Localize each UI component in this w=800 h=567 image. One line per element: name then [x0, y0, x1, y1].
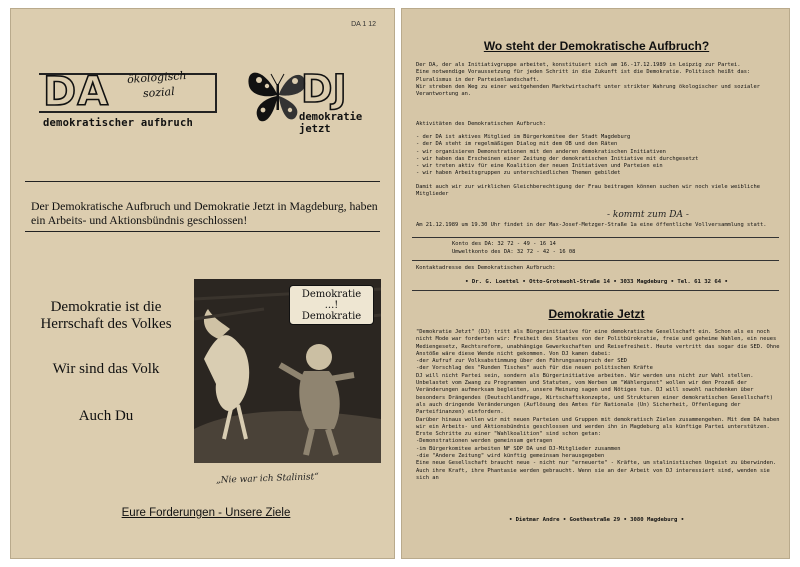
da-section-title-text: Wo steht der Demokratische Aufbruch?	[483, 39, 710, 53]
dj-logo-slogan	[299, 111, 362, 135]
slogan-we-are-the-people: Wir sind das Volk	[52, 361, 160, 377]
divider-sections	[412, 290, 779, 291]
dj-slogan-line2: jetzt	[299, 123, 331, 135]
footer-demands-text: Eure Forderungen - Unsere Ziele	[121, 507, 291, 519]
bubble-line1: Demokratie	[301, 289, 362, 300]
dj-slogan-line1: demokratie	[299, 111, 363, 123]
cartoon-illustration	[194, 279, 381, 463]
da-logo-slogan: demokratischer aufbruch	[43, 117, 193, 129]
da-women-call: Damit auch wir zur wirklichen Gleichberechtigung der Frau beitragen können suchen wir noch viele weibliche Mitglieder	[416, 184, 761, 198]
handwritten-note: - kommt zum DA -	[607, 210, 689, 220]
da-handwritten-line2: sozial	[142, 84, 176, 101]
divider-accounts-bottom	[412, 260, 779, 261]
da-activities-heading: Aktivitäten des Demokratischen Aufbruch:	[416, 121, 546, 127]
da-logo-letters: DA	[43, 69, 110, 115]
divider-accounts-top	[412, 237, 779, 238]
slogan-democracy: Demokratie ist die Herrschaft des Volkes	[40, 299, 172, 332]
da-account-2: Umweltkonto des DA: 32 72 - 42 - 16 08	[452, 249, 576, 255]
da-meeting: Am 21.12.1989 um 19.30 Uhr findet in der Max-Josef-Metzger-Straße 1a eine öffentliche Vollversammlung statt.	[416, 222, 767, 228]
bubble-line3: Demokratie	[301, 311, 362, 322]
headline: Der Demokratische Aufbruch und Demokratie Jetzt in Magdeburg, haben ein Arbeits- und Aktionsbündnis geschlossen!	[31, 199, 378, 227]
da-contact-heading: Kontaktadresse des Demokratischen Aufbruch:	[416, 265, 556, 271]
document-code: DA 1 12	[351, 21, 376, 28]
bubble-line2: ...!	[324, 300, 339, 311]
dj-logo-letters: DJ	[301, 67, 347, 111]
da-activities-list: - der DA ist aktives Mitglied im Bürgerkomitee der Stadt Magdeburg - der DA steht im regelmäßigen Dialog mit dem OB und den Räten - wir organisieren Demonstrationen mit den anderen demokratischen Initiativen - wir haben das Erscheinen einer Zeitung der demokratischen Initiative mit durchgesetzt - wir treten aktiv für eine Koalition der neuen Initiativen und Parteien ein - wir haben Arbeitsgruppen zu unterschiedlichen Themen gebildet	[416, 134, 699, 177]
speech-bubble	[289, 285, 374, 325]
dj-body-text: "Demokratie Jetzt" (DJ) tritt als Bürgerinitiative für eine demokratische Gesellschaft ein. Schon als es noch nicht Mode war forderten wir: Freiheit des Staates von der Politbürokratie, freie und geheime Wahlen, ein neues Mediengesetz, Rechtsreform, unabhängige Gewerkschaften und Reisefreiheit. Heute vertritt das sogar die SED. Ohne Anstöße wäre diese Wende nicht gekommen. Von DJ kamen dabei: -der Aufruf zur Volksabstimmung über den Führungsanspruch der SED -der Vorschlag des "Runden Tisches" auch für die neuen politischen Kräfte DJ will nicht Partei sein, sondern als Bürgerinitiative arbeiten. Wir werden uns nicht zur Wahl stellen. Unbelastet vom Zwang zu Programmen und Statuten, vom Werben um "Wählergunst" wollen wir den Prozeß der Veränderungen aufmerksam begleiten, unsere Meinung sagen und Nötiges tun. DJ will sowohl nachdenken über besonders Drängendes (Deutschlandfrage, Wirtschaftskonzepte, und Strukturen einer demokratischen Gesellschaft) als auch dringende Veränderungen (Auflösung des Amtes für Nationale (Un) Sicherheit, Offenlegung der Parteifinanzen) einfordern. Darüber hinaus wollen wir mit neuen Parteien und Gruppen mit demokratisch Zielen zusammengehen. Mit dem DA haben wir ein Arbeits- und Aktionsbündnis geschlossen und werden ihn in Magdeburg als künftige Partei unterstützen. Erste Schritte zu einer "Wahlkoalition" sind schon getan: -Demonstrationen werden gemeinsam getragen -im Bürgerkomitee arbeiten NF SDP DA und DJ-Mitglieder zusammen -die "Andere Zeitung" wird künftig gemeinsam herausgegeben Eine neue Gesellschaft braucht neue - nicht nur "erneuerte" - Kräfte, um stalinistischen Ungeist zu überwinden. Auch ihre Kraft, ihre Phantasie werden gebraucht. Wenn sie an der Arbeit von DJ interessiert sind, wenden sie sich an	[416, 329, 780, 481]
cartoon-caption: „Nie war ich Stalinist“	[215, 472, 319, 486]
da-logo	[39, 67, 219, 137]
slogan-you-too: Auch Du	[78, 408, 134, 424]
dj-section-title	[402, 307, 791, 321]
right-page	[401, 8, 790, 559]
left-page	[10, 8, 395, 559]
dj-section-title-text: Demokratie Jetzt	[548, 307, 645, 321]
da-section-title	[402, 39, 791, 53]
da-handwritten-line1: ökologisch	[126, 68, 187, 87]
da-contact-address: • Dr. G. Loettel • Otto-Grotewohl-Straße 14 • 3033 Magdeburg • Tel. 61 32 64 •	[465, 279, 728, 285]
dj-logo	[243, 64, 383, 144]
divider-top	[25, 181, 380, 182]
da-intro: Der DA, der als Initiativgruppe arbeitet, konstituiert sich am 16.-17.12.1989 in Leipzig zur Partei. Eine notwendige Voraussetzung für jeden Schritt in die Zukunft ist die Demokratie. Politisch heißt das: Pluralismus in der Parteienlandschaft. Wir streben den Weg zu einer weitgehenden Marktwirtschaft unter strikter Wahrung ökologischer und sozialer Verantwortung an.	[416, 62, 761, 98]
dj-contact-address: • Dietmar Andre • Goethestraße 29 • 3080 Magdeburg •	[508, 517, 685, 523]
da-account-1: Konto des DA: 32 72 - 49 - 16 14	[452, 241, 556, 247]
footer-demands	[31, 507, 381, 519]
divider-bottom	[25, 231, 380, 232]
